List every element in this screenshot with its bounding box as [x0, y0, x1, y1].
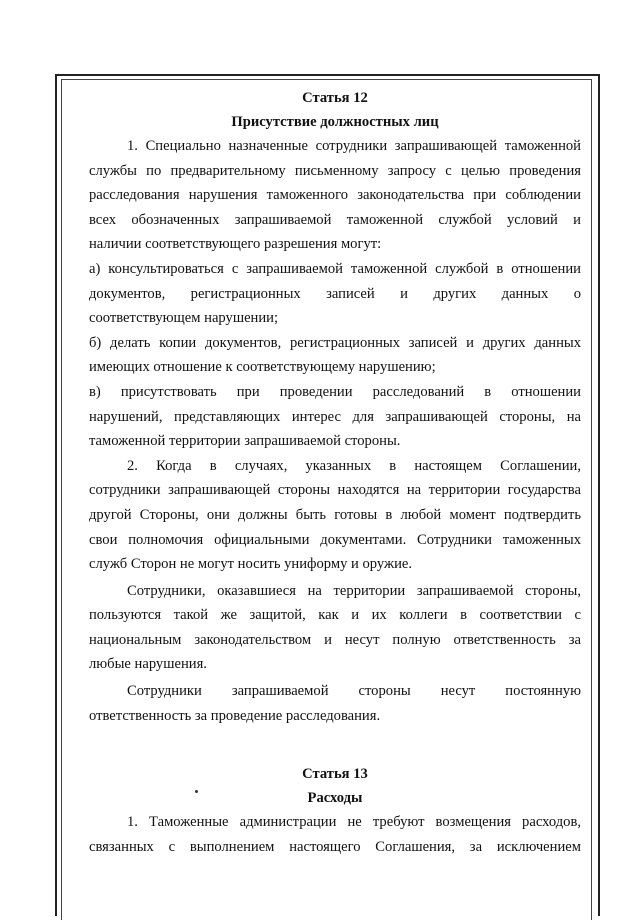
article-12-paragraph-4: [89, 679, 581, 728]
text-line: свои полномочия официальными документами. Сотрудники таможенных: [89, 531, 581, 548]
article-12-item-v: [89, 380, 581, 454]
text-line: связанных с выполнением настоящего Соглашения, за исключением: [89, 838, 581, 855]
article-12-paragraph-3: [89, 579, 581, 677]
article-13-title: Статья 13: [302, 766, 368, 783]
text-line: б) делать копии документов, регистрационных записей и других данных: [89, 334, 581, 351]
text-line: нарушений, представляющих интерес для запрашивающей стороны, на: [89, 408, 581, 425]
article-12-subtitle: Присутствие должностных лиц: [231, 114, 439, 130]
text-line: служб Сторон не могут носить униформу и оружие.: [89, 556, 413, 573]
text-line: Сотрудники запрашиваемой стороны несут постоянную: [127, 683, 581, 700]
article-12-paragraph-2: [89, 454, 581, 577]
article-13-paragraph-1: [89, 810, 581, 859]
text-line: наличии соответствующего разрешения могут:: [89, 236, 382, 253]
text-line: соответствующем нарушении;: [89, 310, 279, 327]
text-line: документов, регистрационных записей и других данных о: [89, 285, 581, 302]
text-line: имеющих отношение к соответствующему нарушению;: [89, 359, 436, 376]
text-line: расследования нарушения таможенного законодательства при соблюдении: [89, 187, 581, 204]
text-line: всех обозначенных запрашиваемой таможенной службой условий и: [89, 211, 581, 228]
article-13-subtitle: Расходы: [307, 790, 363, 807]
article-12-item-a: [89, 257, 581, 331]
text-line: 2. Когда в случаях, указанных в настоящем Соглашении,: [127, 457, 581, 474]
text-line: другой Стороны, они должны быть готовы в любой момент подтвердить: [89, 506, 581, 523]
text-line: сотрудники запрашивающей стороны находятся на территории государства: [89, 482, 581, 499]
text-line: службы по предварительному письменному запросу с целью проведения: [89, 162, 581, 179]
article-12-paragraph-1: [89, 134, 581, 257]
text-line: таможенной территории запрашиваемой стороны.: [89, 433, 401, 450]
text-line: 1. Таможенные администрации не требуют возмещения расходов,: [127, 814, 581, 831]
text-line: любые нарушения.: [89, 656, 207, 673]
text-line: 1. Специально назначенные сотрудники запрашивающей таможенной: [127, 138, 581, 154]
text-line: а) консультироваться с запрашиваемой таможенной службой в отношении: [89, 260, 581, 277]
article-12-item-b: [89, 331, 581, 380]
article-12-title: Статья 12: [302, 90, 368, 106]
text-line: ответственность за проведение расследования.: [89, 707, 381, 724]
text-line: в) присутствовать при проведении расследований в отношении: [89, 383, 581, 400]
text-line: Сотрудники, оказавшиеся на территории запрашиваемой стороны,: [127, 582, 581, 599]
text-line: национальным законодательством и несут полную ответственность за: [89, 631, 581, 648]
text-line: пользуются такой же защитой, как и их коллеги в соответствии с: [89, 607, 581, 624]
document-body: [89, 86, 581, 859]
